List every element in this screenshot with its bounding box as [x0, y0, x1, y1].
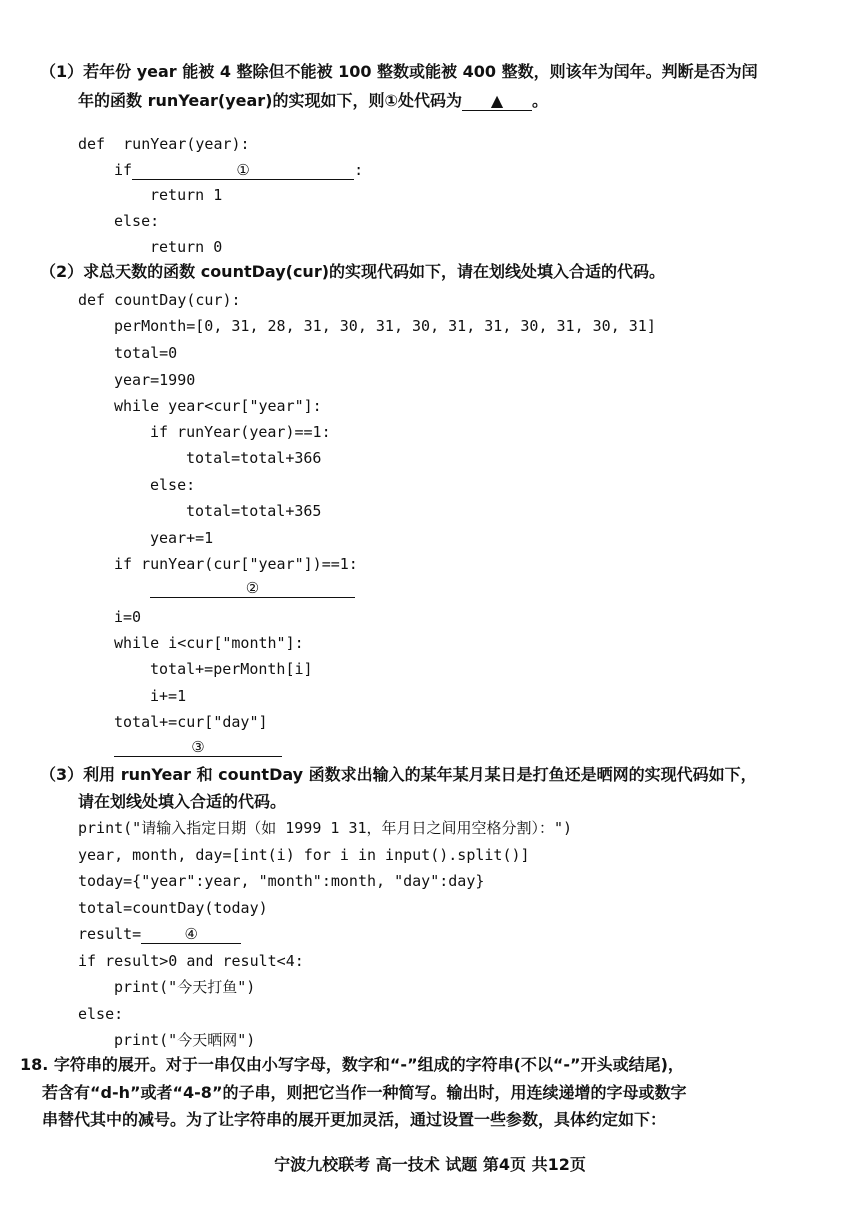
q1-answer-blank[interactable]: ▲ [462, 92, 532, 111]
blank-3[interactable]: ③ [114, 738, 282, 757]
code-line: return 1 [150, 186, 223, 204]
code-line: year=1990 [114, 371, 196, 389]
code-line: year+=1 [150, 529, 214, 547]
code-line: total=total+366 [186, 449, 322, 467]
code-line: i+=1 [150, 687, 187, 705]
code-line: else: [150, 476, 196, 494]
code-line: result= ④ [78, 924, 241, 944]
code-line: while year<cur["year"]: [114, 397, 322, 415]
blank-4[interactable]: ④ [141, 925, 241, 944]
code-line: print("今天晒网") [114, 1031, 256, 1049]
code-line: if result>0 and result<4: [78, 952, 304, 970]
code-line: print("今天打鱼") [114, 978, 256, 996]
blank-1[interactable]: ① [132, 161, 354, 180]
code-line: if runYear(year)==1: [150, 423, 331, 441]
code-line: if runYear(cur["year"])==1: [114, 555, 358, 573]
q18-line2: 若含有“d-h”或者“4-8”的子串，则把它当作一种简写。输出时，用连续递增的字母或数字 [42, 1083, 687, 1102]
blank-3-line [114, 737, 282, 757]
q3-title-line1: （3）利用 runYear 和 countDay 函数求出输入的某年某月某日是打鱼还是晒网的实现代码如下， [40, 765, 757, 784]
code-line: def runYear(year): [78, 135, 250, 153]
code-line: total=0 [114, 344, 178, 362]
code-line: def countDay(cur): [78, 291, 241, 309]
q2-title: （2）求总天数的函数 countDay(cur)的实现代码如下，请在划线处填入合适的代码。 [40, 262, 666, 281]
q3-title-line2: 请在划线处填入合适的代码。 [78, 792, 287, 811]
code-line: total+=cur["day"] [114, 713, 268, 731]
code-line: perMonth=[0, 31, 28, 31, 30, 31, 30, 31, 31, 30, 31, 30, 31] [114, 317, 656, 335]
q1-line2-text: 年的函数 runYear(year)的实现如下，则①处代码为 [78, 91, 463, 110]
q1-line2: 年的函数 runYear(year)的实现如下，则①处代码为 ▲ 。 [78, 91, 549, 110]
code-line: year, month, day=[int(i) for i in input().split()] [78, 846, 530, 864]
q18-line1: 18. 字符串的展开。对于一串仅由小写字母，数字和“-”组成的字符串(不以“-”开头或结尾)， [20, 1055, 684, 1074]
blank-2-line [150, 578, 355, 598]
code-line: today={"year":year, "month":month, "day":day} [78, 872, 485, 890]
code-line: total=total+365 [186, 502, 322, 520]
code-line: i=0 [114, 608, 142, 626]
code-line: total+=perMonth[i] [150, 660, 313, 678]
code-line: print("请输入指定日期（如 1999 1 31，年月日之间用空格分割）：") [78, 819, 573, 837]
page-footer: 宁波九校联考 高一技术 试题 第4页 共12页 [274, 1155, 586, 1174]
code-line: else: [78, 1005, 124, 1023]
code-line: else: [114, 212, 160, 230]
code-line: total=countDay(today) [78, 899, 268, 917]
q18-line3: 串替代其中的减号。为了让字符串的展开更加灵活，通过设置一些参数，具体约定如下： [42, 1110, 667, 1129]
blank-2[interactable]: ② [150, 579, 355, 598]
code-line: return 0 [150, 238, 223, 256]
code-line: while i<cur["month"]: [114, 634, 304, 652]
code-line: if ① : [114, 161, 364, 179]
q1-line1: （1）若年份 year 能被 4 整除但不能被 100 整数或能被 400 整数，则该年为闰年。判断是否为闰 [40, 62, 758, 81]
